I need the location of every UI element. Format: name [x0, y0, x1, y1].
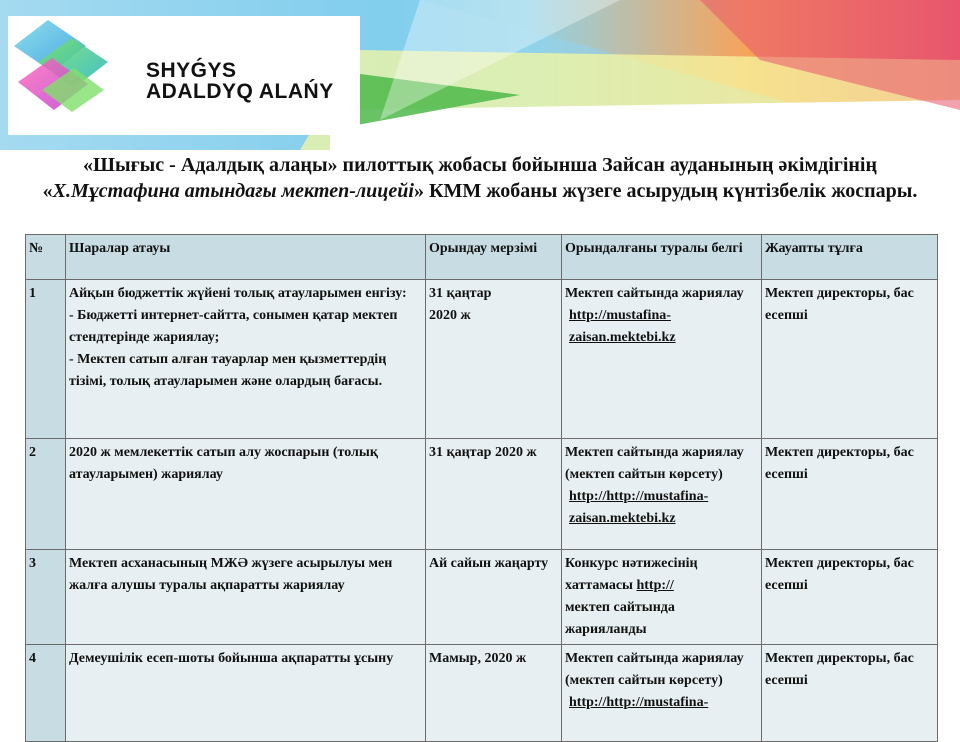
stacked-diamond-logo-icon	[8, 16, 118, 116]
deadline-line: Мамыр, 2020 ж	[429, 651, 527, 666]
row-completion-mark	[562, 280, 762, 439]
row-deadline	[426, 550, 562, 645]
page-title	[40, 152, 920, 204]
mark-text: Мектеп сайтында жариялау (мектеп сайтын көрсету)	[565, 445, 744, 482]
row-responsible: Мектеп директоры, бас есепші	[762, 550, 938, 645]
row-responsible: Мектеп директоры, бас есепші	[762, 280, 938, 439]
row-deadline	[426, 645, 562, 742]
event-line: Айқын бюджеттік жүйені толық атауларымен енгізу:	[69, 286, 407, 301]
event-line: - Мектеп сатып алған тауарлар мен қызметтердің тізімі, толық атауларымен және олардың бағасы.	[69, 352, 387, 389]
deadline-line: 2020 ж	[429, 308, 471, 323]
table-header-row	[26, 235, 938, 280]
header-event-name: Шаралар атауы	[66, 235, 426, 280]
protocol-link[interactable]: http://	[636, 578, 674, 593]
row-responsible: Мектеп директоры, бас есепші	[762, 645, 938, 742]
school-site-link[interactable]: http://http://mustafina-	[569, 695, 709, 710]
table-row	[26, 280, 938, 439]
logo-line-2: ADALDYQ ALAŃY	[146, 80, 334, 103]
table-row	[26, 439, 938, 550]
table-row	[26, 550, 938, 645]
row-deadline	[426, 280, 562, 439]
row-number: 4	[26, 645, 66, 742]
row-completion-mark	[562, 645, 762, 742]
row-event-name	[66, 550, 426, 645]
row-deadline	[426, 439, 562, 550]
event-line: Демеушілік есеп-шоты бойынша ақпаратты ұсыну	[69, 651, 394, 666]
mark-text: Мектеп сайтында жариялау	[565, 286, 744, 301]
row-responsible: Мектеп директоры, бас есепші	[762, 439, 938, 550]
row-event-name	[66, 280, 426, 439]
logo-panel	[8, 16, 360, 135]
title-part-2: » КММ жобаны жүзеге асырудың күнтізбелік жоспары.	[413, 180, 918, 202]
event-line: Мектеп асханасының МЖӘ жүзеге асырылуы мен жалға алушы туралы ақпаратты жариялау	[69, 556, 393, 593]
school-site-link[interactable]: http://mustafina-zaisan.mektebi.kz	[569, 308, 676, 345]
header-number: №	[26, 235, 66, 280]
deadline-line: 31 қаңтар 2020 ж	[429, 445, 537, 460]
header-completion-mark: Орындалғаны туралы белгі	[562, 235, 762, 280]
row-number: 3	[26, 550, 66, 645]
mark-text: Конкурс нәтижесінің хаттамасы	[565, 556, 698, 593]
row-completion-mark	[562, 550, 762, 645]
row-event-name	[66, 645, 426, 742]
title-part-1: «Шығыс - Адалдық алаңы» пилоттық жобасы бойынша Зайсан ауданының әкімдігінің «	[42, 154, 877, 202]
header-banner	[0, 0, 960, 150]
plan-table	[25, 234, 938, 742]
event-line: - Бюджетті интернет-сайтта, сонымен қатар мектеп стендтерінде жариялау;	[69, 308, 398, 345]
school-site-link[interactable]: http://http://mustafina-zaisan.mektebi.kz	[569, 489, 709, 526]
row-number: 2	[26, 439, 66, 550]
row-event-name	[66, 439, 426, 550]
row-number: 1	[26, 280, 66, 439]
deadline-line: 31 қаңтар	[429, 286, 492, 301]
row-completion-mark	[562, 439, 762, 550]
mark-text-after: мектеп сайтында жарияланды	[565, 600, 675, 637]
table-row	[26, 645, 938, 742]
mark-text: Мектеп сайтында жариялау (мектеп сайтын көрсету)	[565, 651, 744, 688]
deadline-line: Ай сайын жаңарту	[429, 556, 549, 571]
header-deadline: Орындау мерзімі	[426, 235, 562, 280]
logo-text	[146, 60, 334, 102]
logo-line-1: SHYǴYS	[146, 59, 237, 82]
header-responsible: Жауапты тұлға	[762, 235, 938, 280]
event-line: 2020 ж мемлекеттік сатып алу жоспарын (толық атауларымен) жариялау	[69, 445, 378, 482]
title-school-name: Х.Мұстафина атындағы мектеп-лицейі	[52, 180, 414, 202]
